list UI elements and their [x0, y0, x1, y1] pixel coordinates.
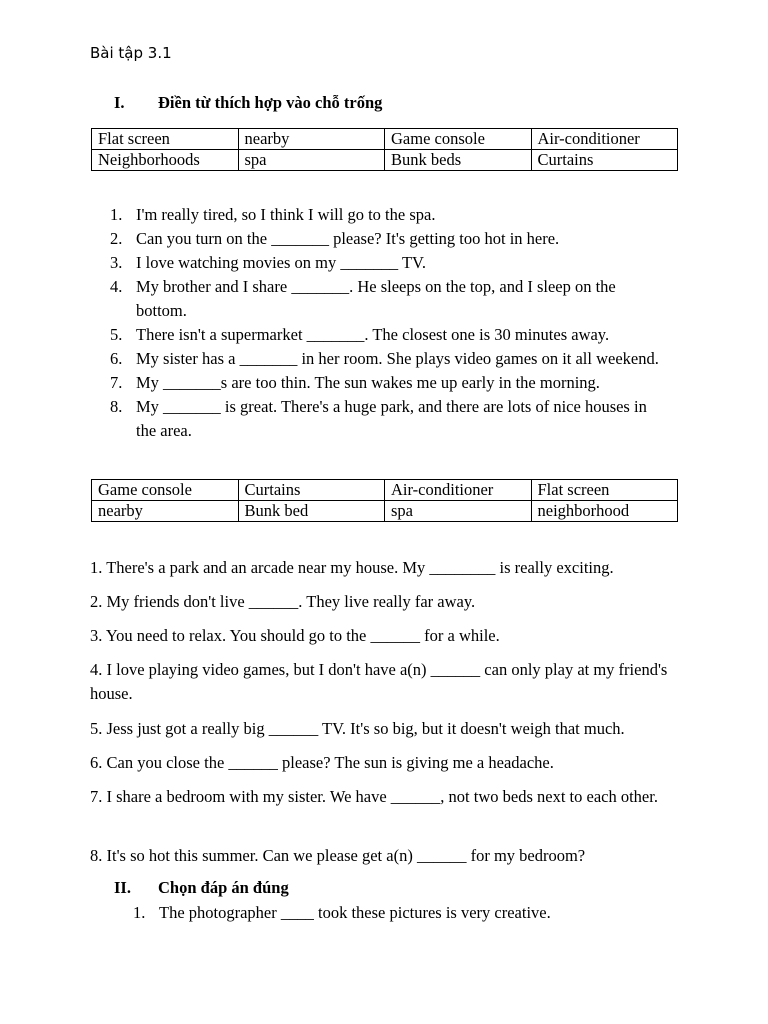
table-cell: nearby — [92, 501, 239, 522]
item-text: My brother and I share _______. He sleeps on the top, and I sleep on the bottom. — [136, 277, 616, 320]
table-row — [92, 501, 678, 522]
section-heading-1 — [114, 93, 382, 113]
list-item — [110, 323, 670, 347]
table-cell: Flat screen — [531, 480, 678, 501]
item-number: 8. — [110, 397, 123, 416]
table-cell: Game console — [92, 480, 239, 501]
table-cell: nearby — [238, 129, 385, 150]
item-text: My _______ is great. There's a huge park, and there are lots of nice houses in the area. — [136, 397, 647, 440]
table-cell: Flat screen — [92, 129, 239, 150]
exercise-sentence: 5. Jess just got a really big ______ TV. It's so big, but it doesn't weigh that much. — [90, 719, 625, 738]
word-bank-table-1 — [91, 128, 678, 171]
exercise-list-3 — [133, 901, 673, 925]
list-item — [110, 275, 670, 323]
table-cell: Air-conditioner — [385, 480, 532, 501]
table-cell: Air-conditioner — [531, 129, 678, 150]
item-text: I'm really tired, so I think I will go to the spa. — [136, 205, 436, 224]
exercise-list-1 — [110, 203, 670, 443]
table-row — [92, 480, 678, 501]
item-number: 4. — [110, 277, 123, 296]
exercise-sentence: 3. You need to relax. You should go to the ______ for a while. — [90, 626, 500, 645]
table-cell: Neighborhoods — [92, 150, 239, 171]
word-bank-table-2 — [91, 479, 678, 522]
item-number: 7. — [110, 373, 123, 392]
item-text: My _______s are too thin. The sun wakes me up early in the morning. — [136, 373, 600, 392]
table-row — [92, 129, 678, 150]
table-cell: Game console — [385, 129, 532, 150]
document-title: Bài tập 3.1 — [90, 44, 172, 62]
list-item — [110, 227, 670, 251]
item-text: My sister has a _______ in her room. She plays video games on it all weekend. — [136, 349, 659, 368]
item-number: 2. — [110, 229, 123, 248]
list-item — [110, 371, 670, 395]
table-cell: Bunk beds — [385, 150, 532, 171]
exercise-sentence: 8. It's so hot this summer. Can we please get a(n) ______ for my bedroom? — [90, 846, 586, 865]
exercise-sentence: 2. My friends don't live ______. They live really far away. — [90, 592, 476, 611]
item-number: 1. — [133, 903, 146, 922]
section-title: Điền từ thích hợp vào chỗ trống — [158, 93, 383, 112]
list-item — [133, 901, 673, 925]
item-text: There isn't a supermarket _______. The closest one is 30 minutes away. — [136, 325, 610, 344]
item-text: Can you turn on the _______ please? It's getting too hot in here. — [136, 229, 560, 248]
table-cell: spa — [385, 501, 532, 522]
exercise-sentence: 4. I love playing video games, but I don't have a(n) ______ can only play at my friend's house. — [90, 660, 668, 703]
exercise-sentence: 6. Can you close the ______ please? The sun is giving me a headache. — [90, 753, 554, 772]
item-number: 6. — [110, 349, 123, 368]
table-row — [92, 150, 678, 171]
table-cell: Curtains — [238, 480, 385, 501]
item-number: 5. — [110, 325, 123, 344]
list-item — [110, 203, 670, 227]
list-item — [110, 395, 670, 443]
table-cell: spa — [238, 150, 385, 171]
section-number: II. — [114, 878, 131, 897]
table-cell: Bunk bed — [238, 501, 385, 522]
item-text: I love watching movies on my _______ TV. — [136, 253, 426, 272]
list-item — [110, 251, 670, 275]
exercise-sentence: 1. There's a park and an arcade near my house. My ________ is really exciting. — [90, 558, 614, 577]
item-number: 1. — [110, 205, 123, 224]
section-number: I. — [114, 93, 125, 112]
exercise-sentence: 7. I share a bedroom with my sister. We have ______, not two beds next to each other. — [90, 787, 658, 806]
list-item — [110, 347, 670, 371]
item-text: The photographer ____ took these pictures is very creative. — [159, 903, 551, 922]
item-number: 3. — [110, 253, 123, 272]
section-heading-2 — [114, 878, 289, 898]
table-cell: Curtains — [531, 150, 678, 171]
table-cell: neighborhood — [531, 501, 678, 522]
section-title: Chọn đáp án đúng — [158, 878, 289, 897]
